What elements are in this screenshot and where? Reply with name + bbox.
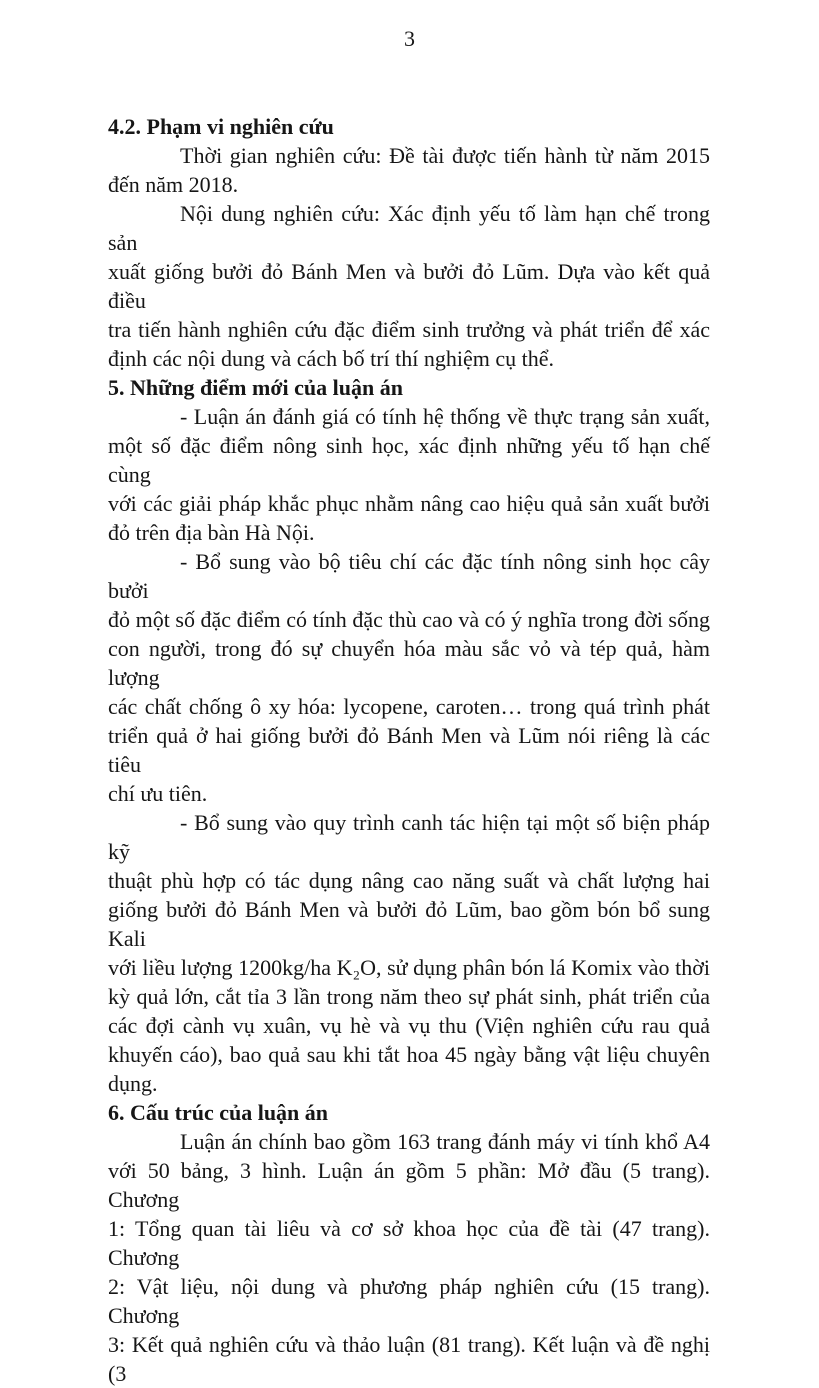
text-line: Luận án chính bao gồm 163 trang đánh máy vi tính khổ A4: [180, 1129, 710, 1154]
text-line: xuất giống bưởi đỏ Bánh Men và bưởi đỏ Lũm. Dựa vào kết quả điều: [108, 259, 710, 313]
text-line: triển quả ở hai giống bưởi đỏ Bánh Men và Lũm nói riêng là các tiêu: [108, 723, 710, 777]
section-heading: 5. Những điểm mới của luận án: [108, 375, 403, 400]
document-content: [108, 112, 710, 1388]
text-line: 2: Vật liệu, nội dung và phương pháp nghiên cứu (15 trang). Chương: [108, 1274, 710, 1328]
text-line: với liều lượng 1200kg/ha K₂O, sử dụng phân bón lá Komix vào thời: [108, 955, 710, 980]
text-line: kỳ quả lớn, cắt tỉa 3 lần trong năm theo sự phát sinh, phát triển của: [108, 984, 710, 1009]
section-heading: 4.2. Phạm vi nghiên cứu: [108, 114, 334, 139]
text-line: khuyến cáo), bao quả sau khi tắt hoa 45 ngày bằng vật liệu chuyên: [108, 1042, 710, 1067]
paragraph: [108, 1127, 710, 1388]
section-heading: 6. Cấu trúc của luận án: [108, 1100, 329, 1125]
text-line: với 50 bảng, 3 hình. Luận án gồm 5 phần: Mở đầu (5 trang). Chương: [108, 1158, 710, 1212]
text-line: định các nội dung và cách bố trí thí nghiệm cụ thể.: [108, 346, 554, 371]
text-line: chí ưu tiên.: [108, 781, 208, 806]
text-line: 3: Kết quả nghiên cứu và thảo luận (81 trang). Kết luận và đề nghị (3: [108, 1332, 710, 1386]
text-line: Thời gian nghiên cứu: Đề tài được tiến hành từ năm 2015: [180, 143, 710, 168]
text-line: Nội dung nghiên cứu: Xác định yếu tố làm hạn chế trong sản: [108, 201, 710, 255]
text-line: dụng.: [108, 1071, 158, 1096]
paragraph: [108, 199, 710, 373]
text-line: - Luận án đánh giá có tính hệ thống về thực trạng sản xuất,: [180, 404, 710, 429]
text-line: các đợi cành vụ xuân, vụ hè và vụ thu (Viện nghiên cứu rau quả: [108, 1013, 710, 1038]
paragraph: [108, 141, 710, 199]
text-line: đến năm 2018.: [108, 172, 239, 197]
text-line: - Bổ sung vào bộ tiêu chí các đặc tính nông sinh học cây bưởi: [108, 549, 710, 603]
text-line: các chất chống ô xy hóa: lycopene, caroten… trong quá trình phát: [108, 694, 710, 719]
text-line: tra tiến hành nghiên cứu đặc điểm sinh trưởng và phát triển để xác: [108, 317, 710, 342]
paragraph: [108, 402, 710, 547]
text-line: con người, trong đó sự chuyển hóa màu sắc vỏ và tép quả, hàm lượng: [108, 636, 710, 690]
page-number: 3: [404, 26, 415, 51]
paragraph: [108, 547, 710, 808]
text-line: đỏ trên địa bàn Hà Nội.: [108, 520, 315, 545]
paragraph: [108, 808, 710, 1098]
text-line: giống bưởi đỏ Bánh Men và bưởi đỏ Lũm, bao gồm bón bổ sung Kali: [108, 897, 710, 951]
text-line: đỏ một số đặc điểm có tính đặc thù cao và có ý nghĩa trong đời sống: [108, 607, 710, 632]
text-line: một số đặc điểm nông sinh học, xác định những yếu tố hạn chế cùng: [108, 433, 710, 487]
text-line: - Bổ sung vào quy trình canh tác hiện tại một số biện pháp kỹ: [108, 810, 710, 864]
text-line: thuật phù hợp có tác dụng nâng cao năng suất và chất lượng hai: [108, 868, 710, 893]
text-line: 1: Tổng quan tài liêu và cơ sở khoa học của đề tài (47 trang). Chương: [108, 1216, 710, 1270]
text-line: với các giải pháp khắc phục nhằm nâng cao hiệu quả sản xuất bưởi: [108, 491, 710, 516]
